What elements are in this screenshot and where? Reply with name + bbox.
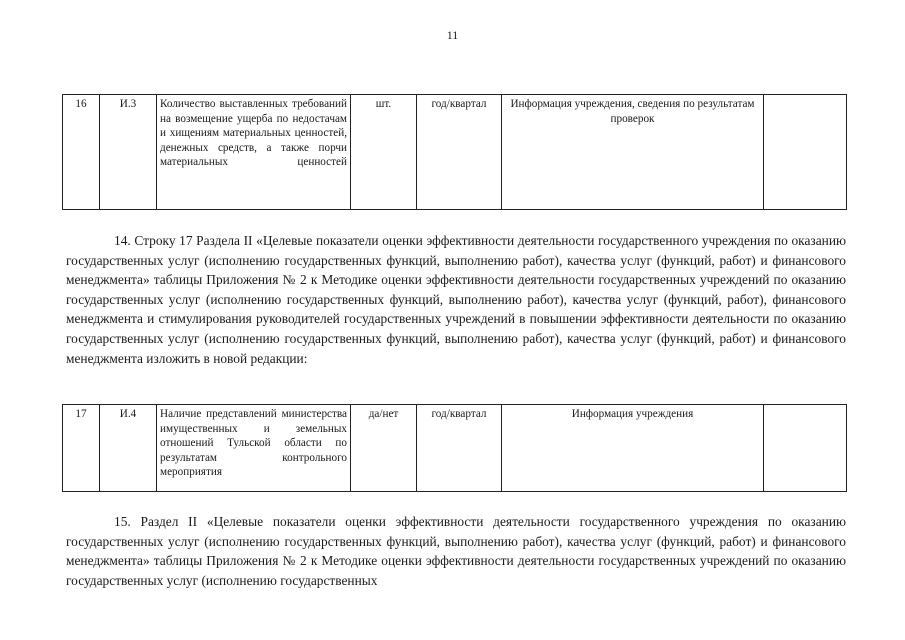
indicator-table-row-16 <box>62 94 847 210</box>
reporting-period: год/квартал <box>417 95 502 210</box>
indicator-name: Наличие представлений министерства имущественных и земельных отношений Тульской области по результатам контрольного мероприятия <box>157 405 351 492</box>
reporting-period: год/квартал <box>417 405 502 492</box>
paragraph-14 <box>66 231 846 368</box>
data-source: Информация учреждения, сведения по результатам проверок <box>502 95 764 210</box>
data-source: Информация учреждения <box>502 405 764 492</box>
indicator-code: И.4 <box>100 405 157 492</box>
table-row <box>63 95 847 210</box>
empty-cell <box>764 405 847 492</box>
unit-of-measure: да/нет <box>351 405 417 492</box>
row-number: 17 <box>63 405 100 492</box>
table-row <box>63 405 847 492</box>
paragraph-15-text: 15. Раздел II «Целевые показатели оценки эффективности деятельности государственного учреждения по оказанию государственных услуг (исполнению государственных функций, выполнению работ), качества услуг (функций, работ) и финансового менеджмента» таблицы Приложения № 2 к Методике оценки эффективности деятельности государственных учреждений по оказанию государственных услуг (исполнению государственных <box>66 514 846 588</box>
paragraph-15 <box>66 512 846 590</box>
indicator-code: И.3 <box>100 95 157 210</box>
row-number: 16 <box>63 95 100 210</box>
unit-of-measure: шт. <box>351 95 417 210</box>
indicator-name: Количество выставленных требований на возмещение ущерба по недостачам и хищениям материальных ценностей, денежных средств, а также порчи материальных ценностей <box>157 95 351 210</box>
empty-cell <box>764 95 847 210</box>
page-number: 11 <box>446 28 459 42</box>
paragraph-14-text: 14. Строку 17 Раздела II «Целевые показатели оценки эффективности деятельности государственного учреждения по оказанию государственных услуг (исполнению государственных функций, выполнению работ), качества услуг (функций, работ) и финансового менеджмента» таблицы Приложения № 2 к Методике оценки эффективности деятельности государственных учреждений по оказанию государственных услуг (исполнению государственных функций, выполнению работ), качества услуг (функций, работ), финансового менеджмента и стимулирования руководителей государственных учреждений в повышении эффективности деятельности по оказанию государственных услуг (исполнению государственных функций, выполнению работ), качества услуг (функций, работ) и финансового менеджмента изложить в новой редакции: <box>66 233 846 366</box>
indicator-table-row-17 <box>62 404 847 492</box>
